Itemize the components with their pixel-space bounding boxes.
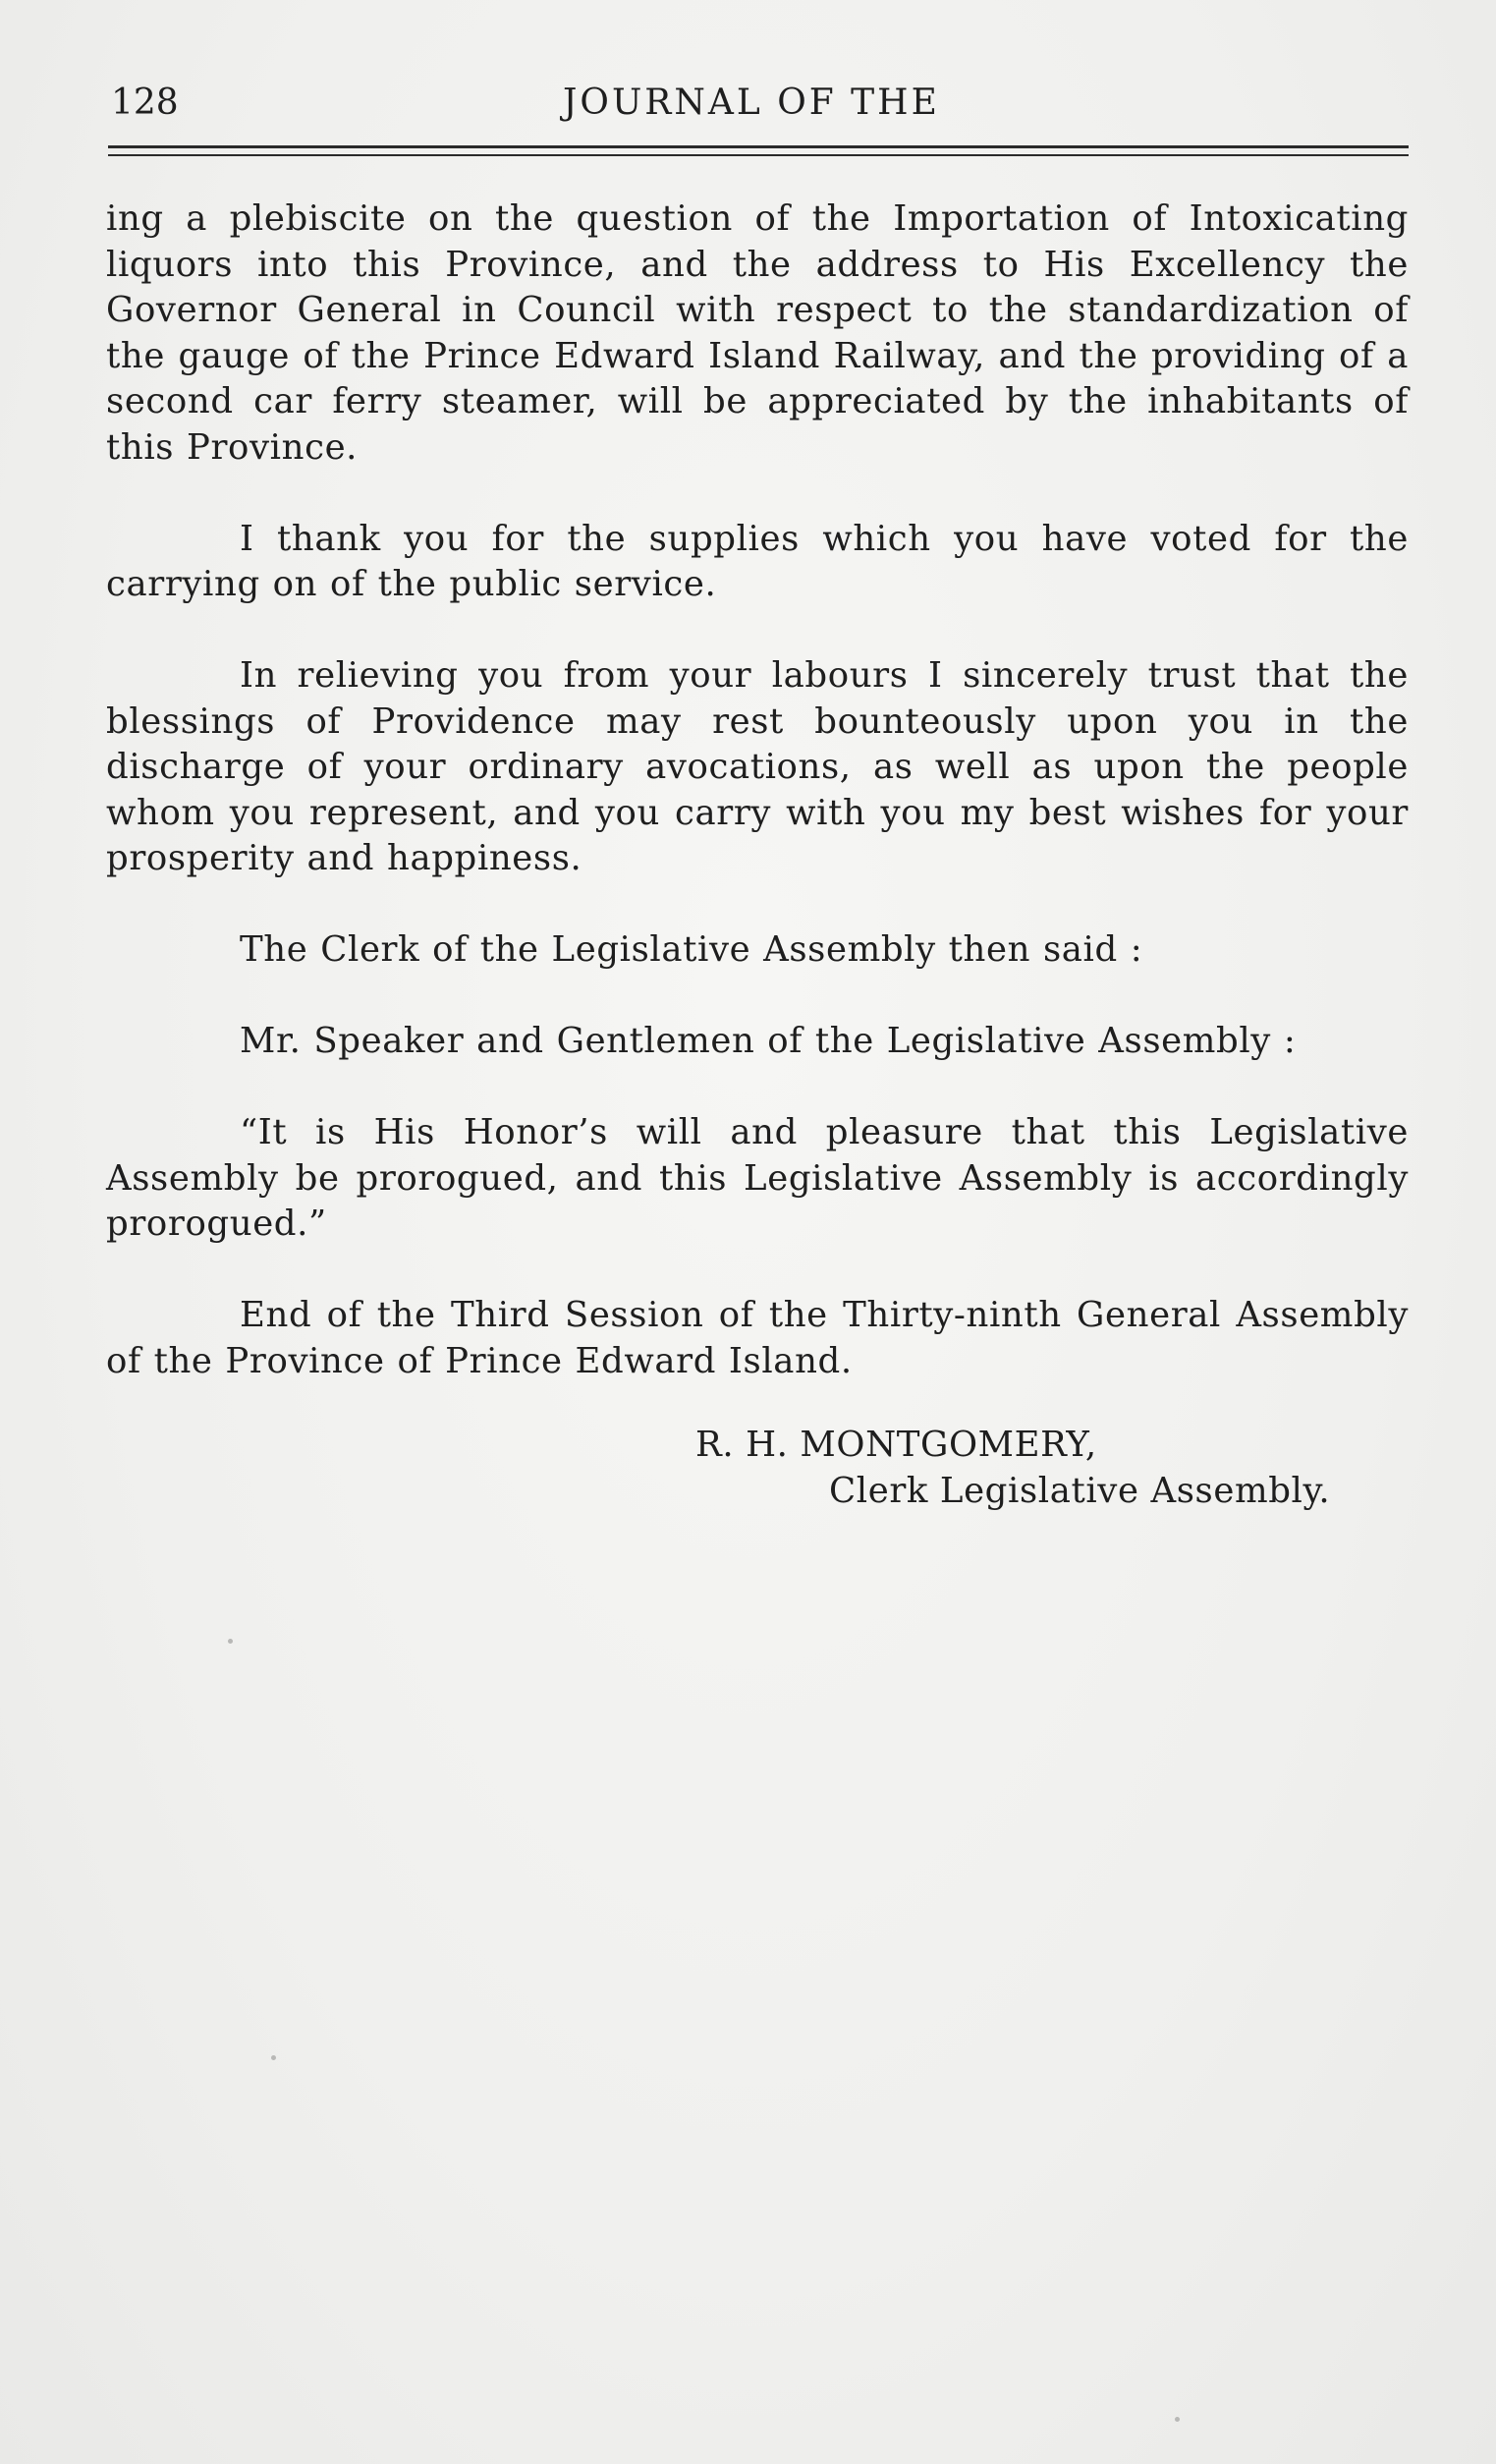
signature-title: Clerk Legislative Assembly. bbox=[829, 1470, 1331, 1511]
paragraph-prorogation: “It is His Honor’s will and pleasure that this Legislative Assembly be prorogued, and this Legislative Assembly is accordingly prorogued.” bbox=[106, 1112, 1409, 1244]
running-header bbox=[111, 83, 1408, 132]
signature-name: R. H. MONTGOMERY, bbox=[695, 1425, 1097, 1465]
header-rule-bottom bbox=[108, 154, 1409, 156]
paragraph-continued: ing a plebiscite on the question of the Importation of Intoxicating liquors into this Province, and the address to His Excellency the Governor General in Council with respect to the standardization of the gauge of the Prince Edward Island Railway, and the providing of a second car ferry steamer, will be appreciated by the inhabitants of this Province. bbox=[106, 198, 1409, 468]
paragraph-address: Mr. Speaker and Gentlemen of the Legislative Assembly : bbox=[240, 1021, 1297, 1061]
paper-speck bbox=[1175, 2417, 1180, 2422]
running-title: JOURNAL OF THE bbox=[563, 83, 940, 123]
paragraph-relieving: In relieving you from your labours I sincerely trust that the blessings of Providence may rest bounteously upon you in the discharge of your ordinary avocations, as well as upon the people whom you represent, and you carry with you my best wishes for your prosperity and happiness. bbox=[106, 655, 1409, 878]
body-text bbox=[106, 196, 1409, 1430]
signature-block bbox=[695, 1423, 1403, 1514]
page-number: 128 bbox=[111, 83, 179, 123]
paper-speck bbox=[271, 2055, 276, 2060]
header-rule-top bbox=[108, 145, 1409, 148]
paragraph-supplies: I thank you for the supplies which you have voted for the carrying on of the public service. bbox=[106, 518, 1409, 604]
paper-speck bbox=[228, 1639, 233, 1644]
paragraph-end-of-session: End of the Third Session of the Thirty-ninth General Assembly of the Province of Prince Edward Island. bbox=[106, 1295, 1409, 1381]
paragraph-clerk-said: The Clerk of the Legislative Assembly then said : bbox=[240, 929, 1143, 970]
